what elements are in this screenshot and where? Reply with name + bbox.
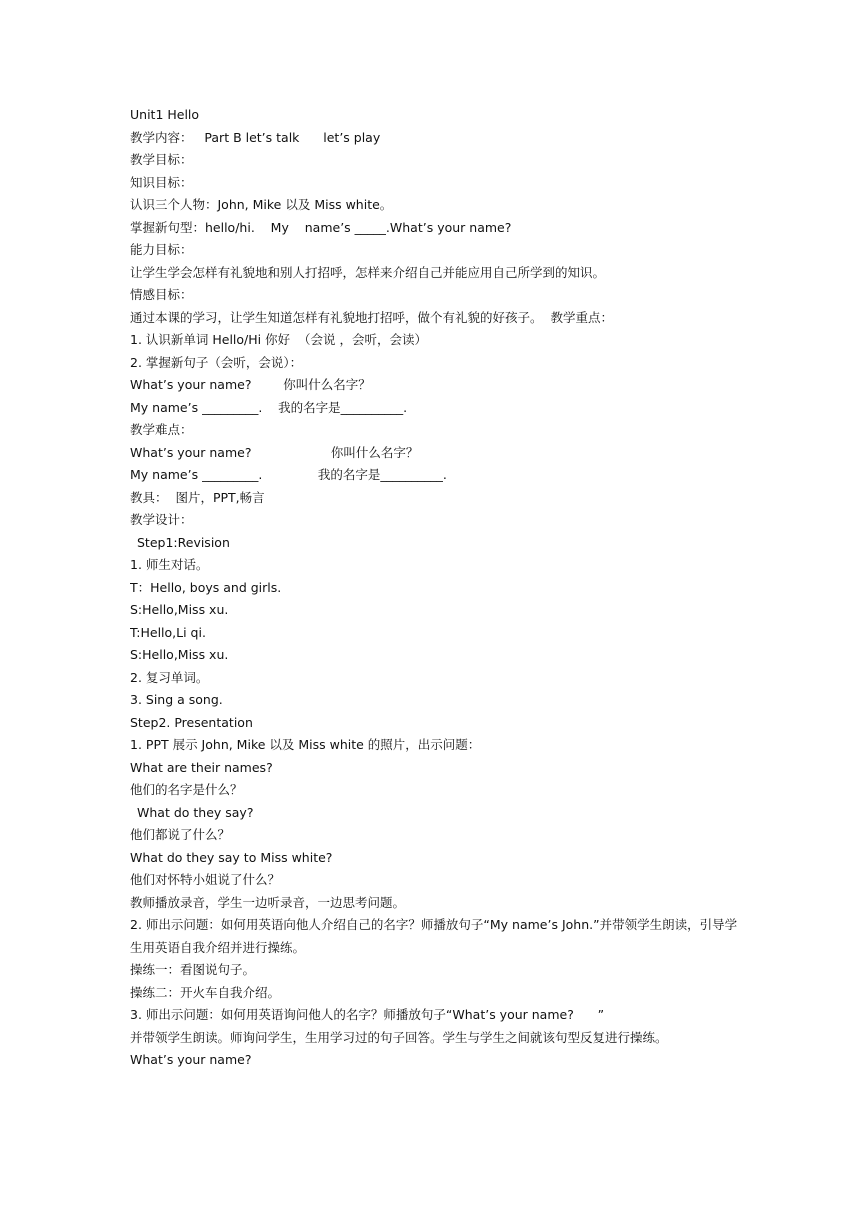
question-2-en: What do they say? [137,804,254,820]
final-sentence: What’s your name? [130,1052,252,1067]
step1-item-2: 2. 复习单词。 [130,669,209,685]
dialogue-line-3: T:Hello,Li qi. [130,624,206,640]
practice-1: 操练一：看图说句子。 [130,962,256,977]
emotional-objectives-heading: 情感目标： [130,287,193,302]
key-sentence-1: What’s your name? 你叫什么名字？ [130,377,371,392]
question-2-zh: 他们都说了什么？ [130,827,231,842]
key-point-1: 1. 认识新单词 Hello/Hi 你好 （会说 ，会听，会读） [130,332,428,347]
step2-item-3-continued: 并带领学生朗读。师询问学生，生用学习过的句子回答。学生与学生之间就该句型反复进行操练。 [130,1029,668,1045]
document-body [130,104,742,1072]
dialogue-line-2: S:Hello,Miss xu. [130,602,229,617]
key-point-2: 2. 掌握新句子（会听，会说）： [130,354,303,370]
question-1-en: What are their names? [130,759,273,775]
difficulty-sentence-2: My name’s _________. 我的名字是__________. [130,467,447,482]
knowledge-objective-1: 认识三个人物：John, Mike 以及 Miss white。 [130,197,393,212]
unit-title: Unit1 Hello [130,107,200,122]
step2-item-1: 1. PPT 展示 John, Mike 以及 Miss white 的照片，出示问题： [130,737,481,752]
teaching-aids: 教具： 图片，PPT,畅言 [130,489,265,505]
teaching-objectives-heading: 教学目标： [130,152,193,167]
step2-heading: Step2. Presentation [130,714,253,730]
step1-heading: Step1:Revision [137,534,230,550]
step1-item-3: 3. Sing a song. [130,692,223,707]
knowledge-objective-2: 掌握新句型：hello/hi. My name’s _____.What’s your name? [130,219,512,235]
ability-objective: 让学生学会怎样有礼貌地和别人打招呼，怎样来介绍自己并能应用自己所学到的知识。 [130,264,606,280]
step1-item-1: 1. 师生对话。 [130,557,209,572]
step2-item-3: 3. 师出示问题：如何用英语询问他人的名字？师播放句子“What’s your name? ” [130,1007,605,1022]
difficulty-sentence-1: What’s your name? 你叫什么名字？ [130,444,419,460]
key-sentence-2: My name’s _________. 我的名字是__________. [130,399,408,415]
teaching-content: 教学内容： Part B let’s talk let’s play [130,129,381,145]
dialogue-line-1: T：Hello, boys and girls. [130,579,282,595]
question-3-zh: 他们对怀特小姐说了什么？ [130,872,281,887]
question-1-zh: 他们的名字是什么？ [130,782,243,797]
teaching-design-heading: 教学设计： [130,512,193,527]
question-3-en: What do they say to Miss white? [130,849,333,865]
difficulties-heading: 教学难点： [130,422,193,437]
ability-objectives-heading: 能力目标： [130,242,193,257]
emotional-objective: 通过本课的学习，让学生知道怎样有礼貌地打招呼，做个有礼貌的好孩子。 教学重点： [130,309,613,325]
dialogue-line-4: S:Hello,Miss xu. [130,647,229,662]
step2-item-2: 2. 师出示问题：如何用英语向他人介绍自己的名字？师播放句子“My name’s John.”并带领学生朗读，引导学生用英语自我介绍并进行操练。 [130,917,738,955]
practice-2: 操练二：开火车自我介绍。 [130,984,281,1000]
listening-instruction: 教师播放录音，学生一边听录音，一边思考问题。 [130,894,406,910]
knowledge-objectives-heading: 知识目标： [130,174,193,190]
